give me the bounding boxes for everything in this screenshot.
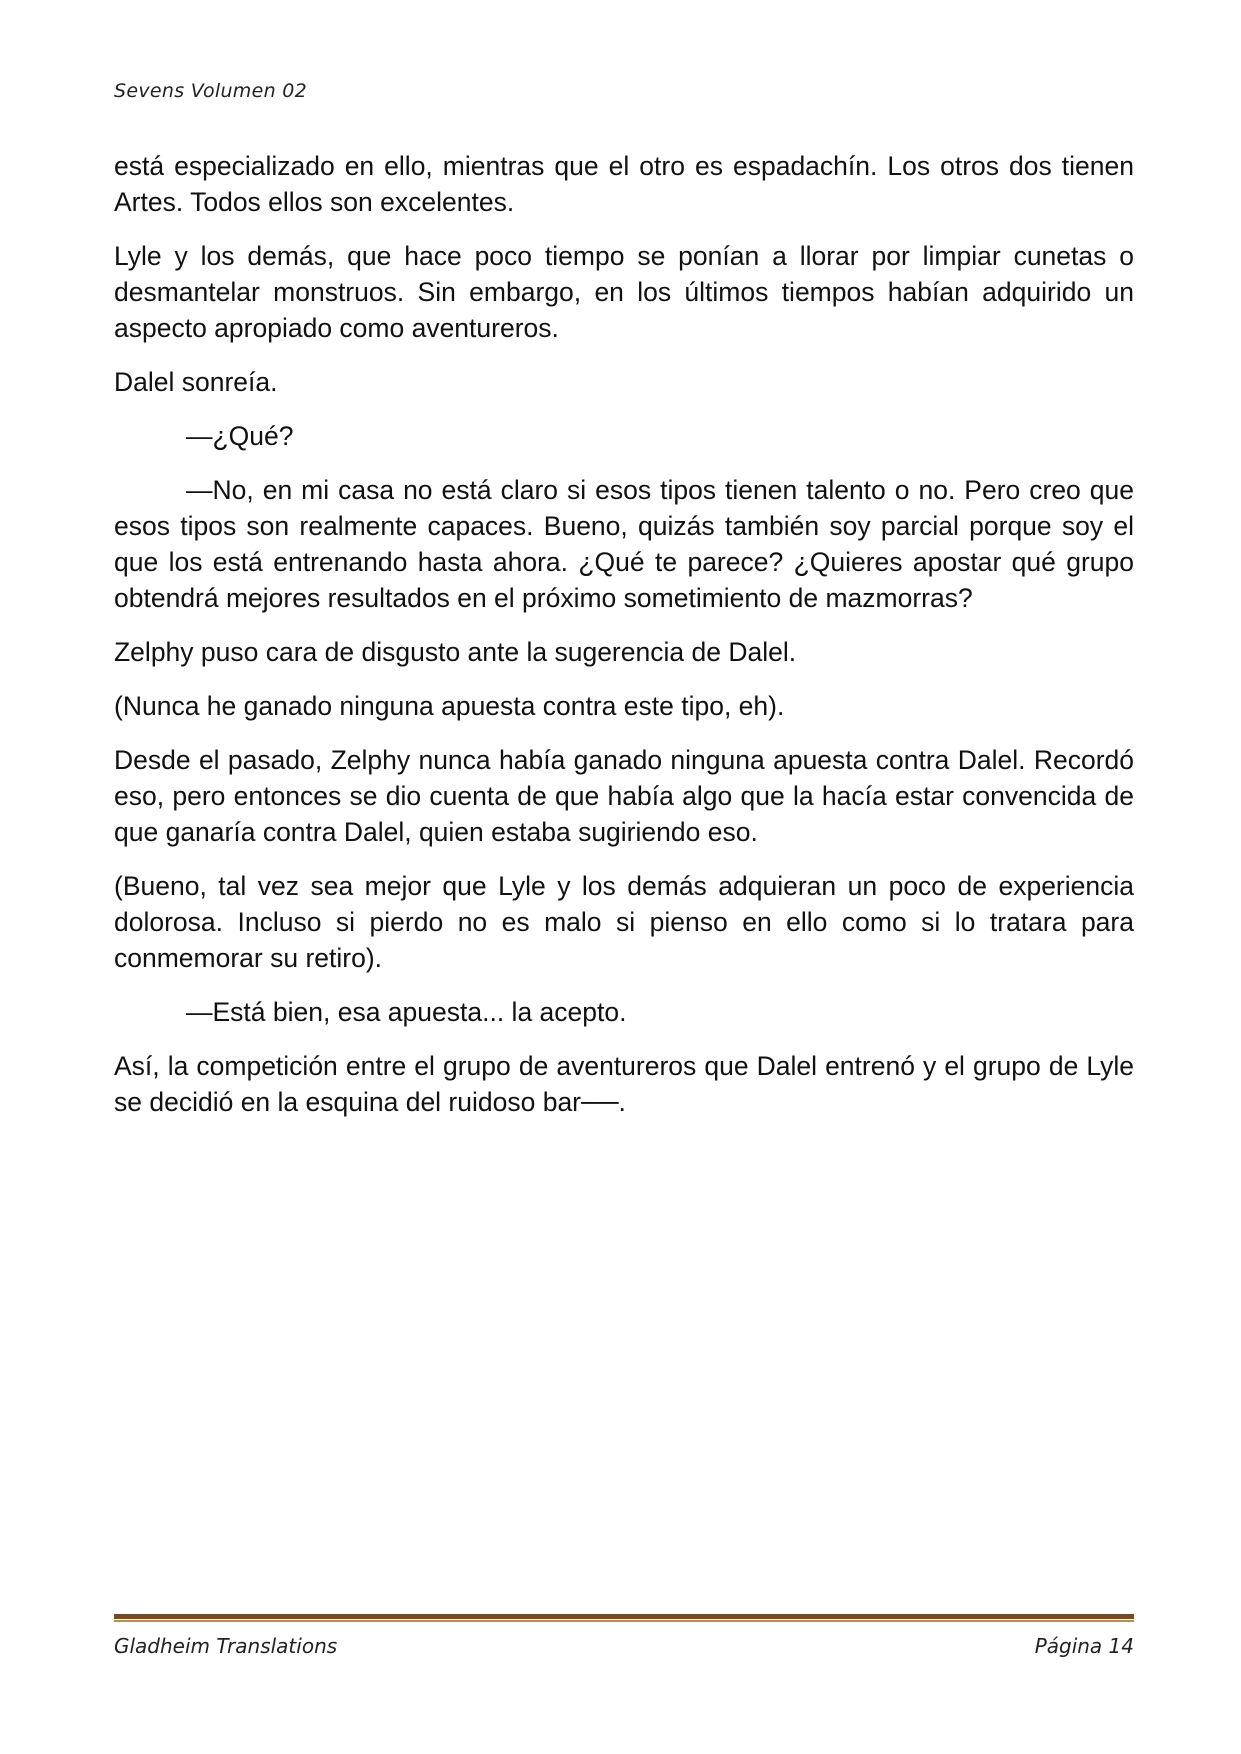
thought-line: (Bueno, tal vez sea mejor que Lyle y los demás adquieran un poco de experiencia dolorosa. Incluso si pierdo no es malo si pienso en ello como si lo tratara para conmemorar su retiro). [114, 871, 1134, 973]
paragraph: Dalel sonreía. [114, 367, 278, 397]
paragraph: Lyle y los demás, que hace poco tiempo se ponían a llorar por limpiar cunetas o desmantelar monstruos. Sin embargo, en los últimos tiempos habían adquirido un aspecto apropiado como aventureros. [114, 241, 1134, 343]
footer-divider-thick [114, 1614, 1134, 1619]
paragraph: Así, la competición entre el grupo de aventureros que Dalel entrenó y el grupo de Lyle se decidió en la esquina del ruidoso bar──. [114, 1051, 1134, 1117]
paragraph: está especializado en ello, mientras que el otro es espadachín. Los otros dos tienen Artes. Todos ellos son excelentes. [114, 151, 1134, 217]
footer-credit: Gladheim Translations [114, 1634, 338, 1658]
dialogue-line: —No, en mi casa no está claro si esos tipos tienen talento o no. Pero creo que esos tipos son realmente capaces. Bueno, quizás también soy parcial porque soy el que los está entrenando hasta ahora. ¿Qué te parece? ¿Quieres apostar qué grupo obtendrá mejores resultados en el próximo sometimiento de mazmorras? [114, 475, 1134, 613]
thought-line: (Nunca he ganado ninguna apuesta contra este tipo, eh). [114, 691, 785, 721]
dialogue-line: —Está bien, esa apuesta... la acepto. [186, 997, 627, 1027]
footer-divider [114, 1614, 1134, 1622]
footer-divider-thin [114, 1620, 1134, 1622]
running-header: Sevens Volumen 02 [114, 80, 308, 102]
paragraph: Desde el pasado, Zelphy nunca había ganado ninguna apuesta contra Dalel. Recordó eso, pero entonces se dio cuenta de que había algo que la hacía estar convencida de que ganaría contra Dalel, quien estaba sugiriendo eso. [114, 745, 1134, 847]
dialogue-line: —¿Qué? [186, 421, 294, 451]
page-body [114, 148, 1134, 1138]
page-number: Página 14 [1034, 1634, 1134, 1658]
paragraph: Zelphy puso cara de disgusto ante la sugerencia de Dalel. [114, 637, 797, 667]
